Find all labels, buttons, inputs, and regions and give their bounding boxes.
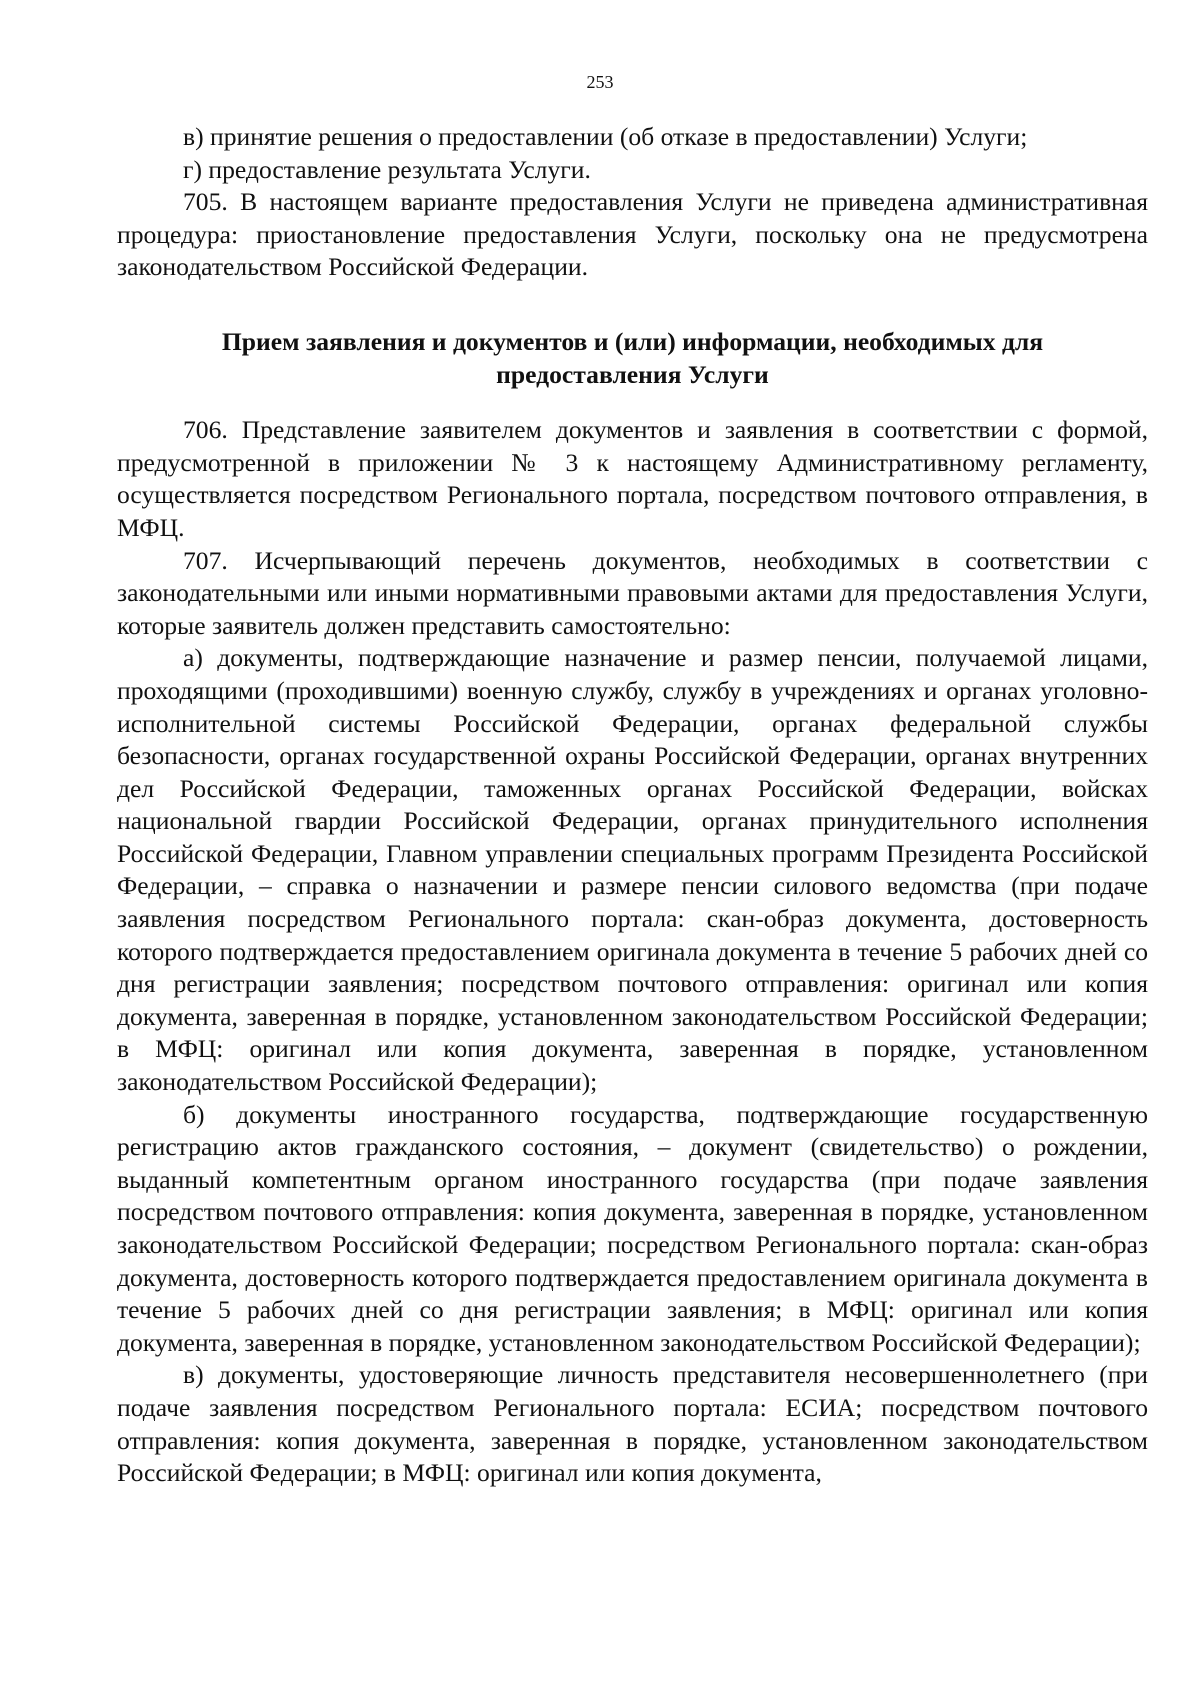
paragraph-705: 705. В настоящем варианте предоставления Услуги не приведена административная процедура: приостановление предоставления Услуги, поскольку она не предусмотрена законодательством Российской Федерации. xyxy=(117,187,1148,282)
paragraph-706: 706. Представление заявителем документов и заявления в соответствии с формой, предусмотренной в приложении № 3 к настоящему Административному регламенту, осуществляется посредством Регионального портала, посредством почтового отправления, в МФЦ. xyxy=(117,415,1148,542)
page-number: 253 xyxy=(586,72,614,92)
paragraph-item-v2: в) документы, удостоверяющие личность представителя несовершеннолетнего (при подаче заявления посредством Регионального портала: ЕСИА; посредством почтового отправления: копия документа, заверенная в порядке, установленном законодательством Российской Федерации; в МФЦ: оригинал или копия документа, xyxy=(117,1360,1148,1488)
paragraph-item-g: г) предоставление результата Услуги. xyxy=(183,154,591,184)
paragraph-item-a: а) документы, подтверждающие назначение и размер пенсии, получаемой лицами, проходящими (проходившими) военную службу, службу в учреждениях и органах уголовно-исполнительной системы Российской Федерации, органах федеральной службы безопасности, органах государственной охраны Российской Федерации, органах внутренних дел Российской Федерации, таможенных органах Российской Федерации, войсках национальной гвардии Российской Федерации, органах принудительного исполнения Российской Федерации, Главном управлении специальных программ Президента Российской Федерации, – справка о назначении и размере пенсии силового ведомства (при подаче заявления посредством Регионального портала: скан-образ документа, достоверность которого подтверждается предоставлением оригинала документа в течение 5 рабочих дней со дня регистрации заявления; посредством почтового отправления: оригинал или копия документа, заверенная в порядке, установленном законодательством Российской Федерации; в МФЦ: оригинал или копия документа, заверенная в порядке, установленном законодательством Российской Федерации); xyxy=(117,643,1148,1097)
document-body xyxy=(117,121,1148,1490)
paragraph-item-b: б) документы иностранного государства, подтверждающие государственную регистрацию актов гражданского состояния, – документ (свидетельство) о рождении, выданный компетентным органом иностранного государства (при подаче заявления посредством почтового отправления: копия документа, заверенная в порядке, установленном законодательством Российской Федерации; посредством Регионального портала: скан-образ документа, достоверность которого подтверждается предоставлением оригинала документа в течение 5 рабочих дней со дня регистрации заявления; в МФЦ: оригинал или копия документа, заверенная в порядке, установленном законодательством Российской Федерации); xyxy=(117,1099,1148,1357)
paragraph-707: 707. Исчерпывающий перечень документов, необходимых в соответствии с законодательными или иными нормативными правовыми актами для предоставления Услуги, которые заявитель должен представить самостоятельно: xyxy=(117,545,1148,640)
paragraph-item-v: в) принятие решения о предоставлении (об отказе в предоставлении) Услуги; xyxy=(183,122,1028,151)
section-heading: Прием заявления и документов и (или) информации, необходимых для предоставления Услуги xyxy=(221,326,1044,389)
